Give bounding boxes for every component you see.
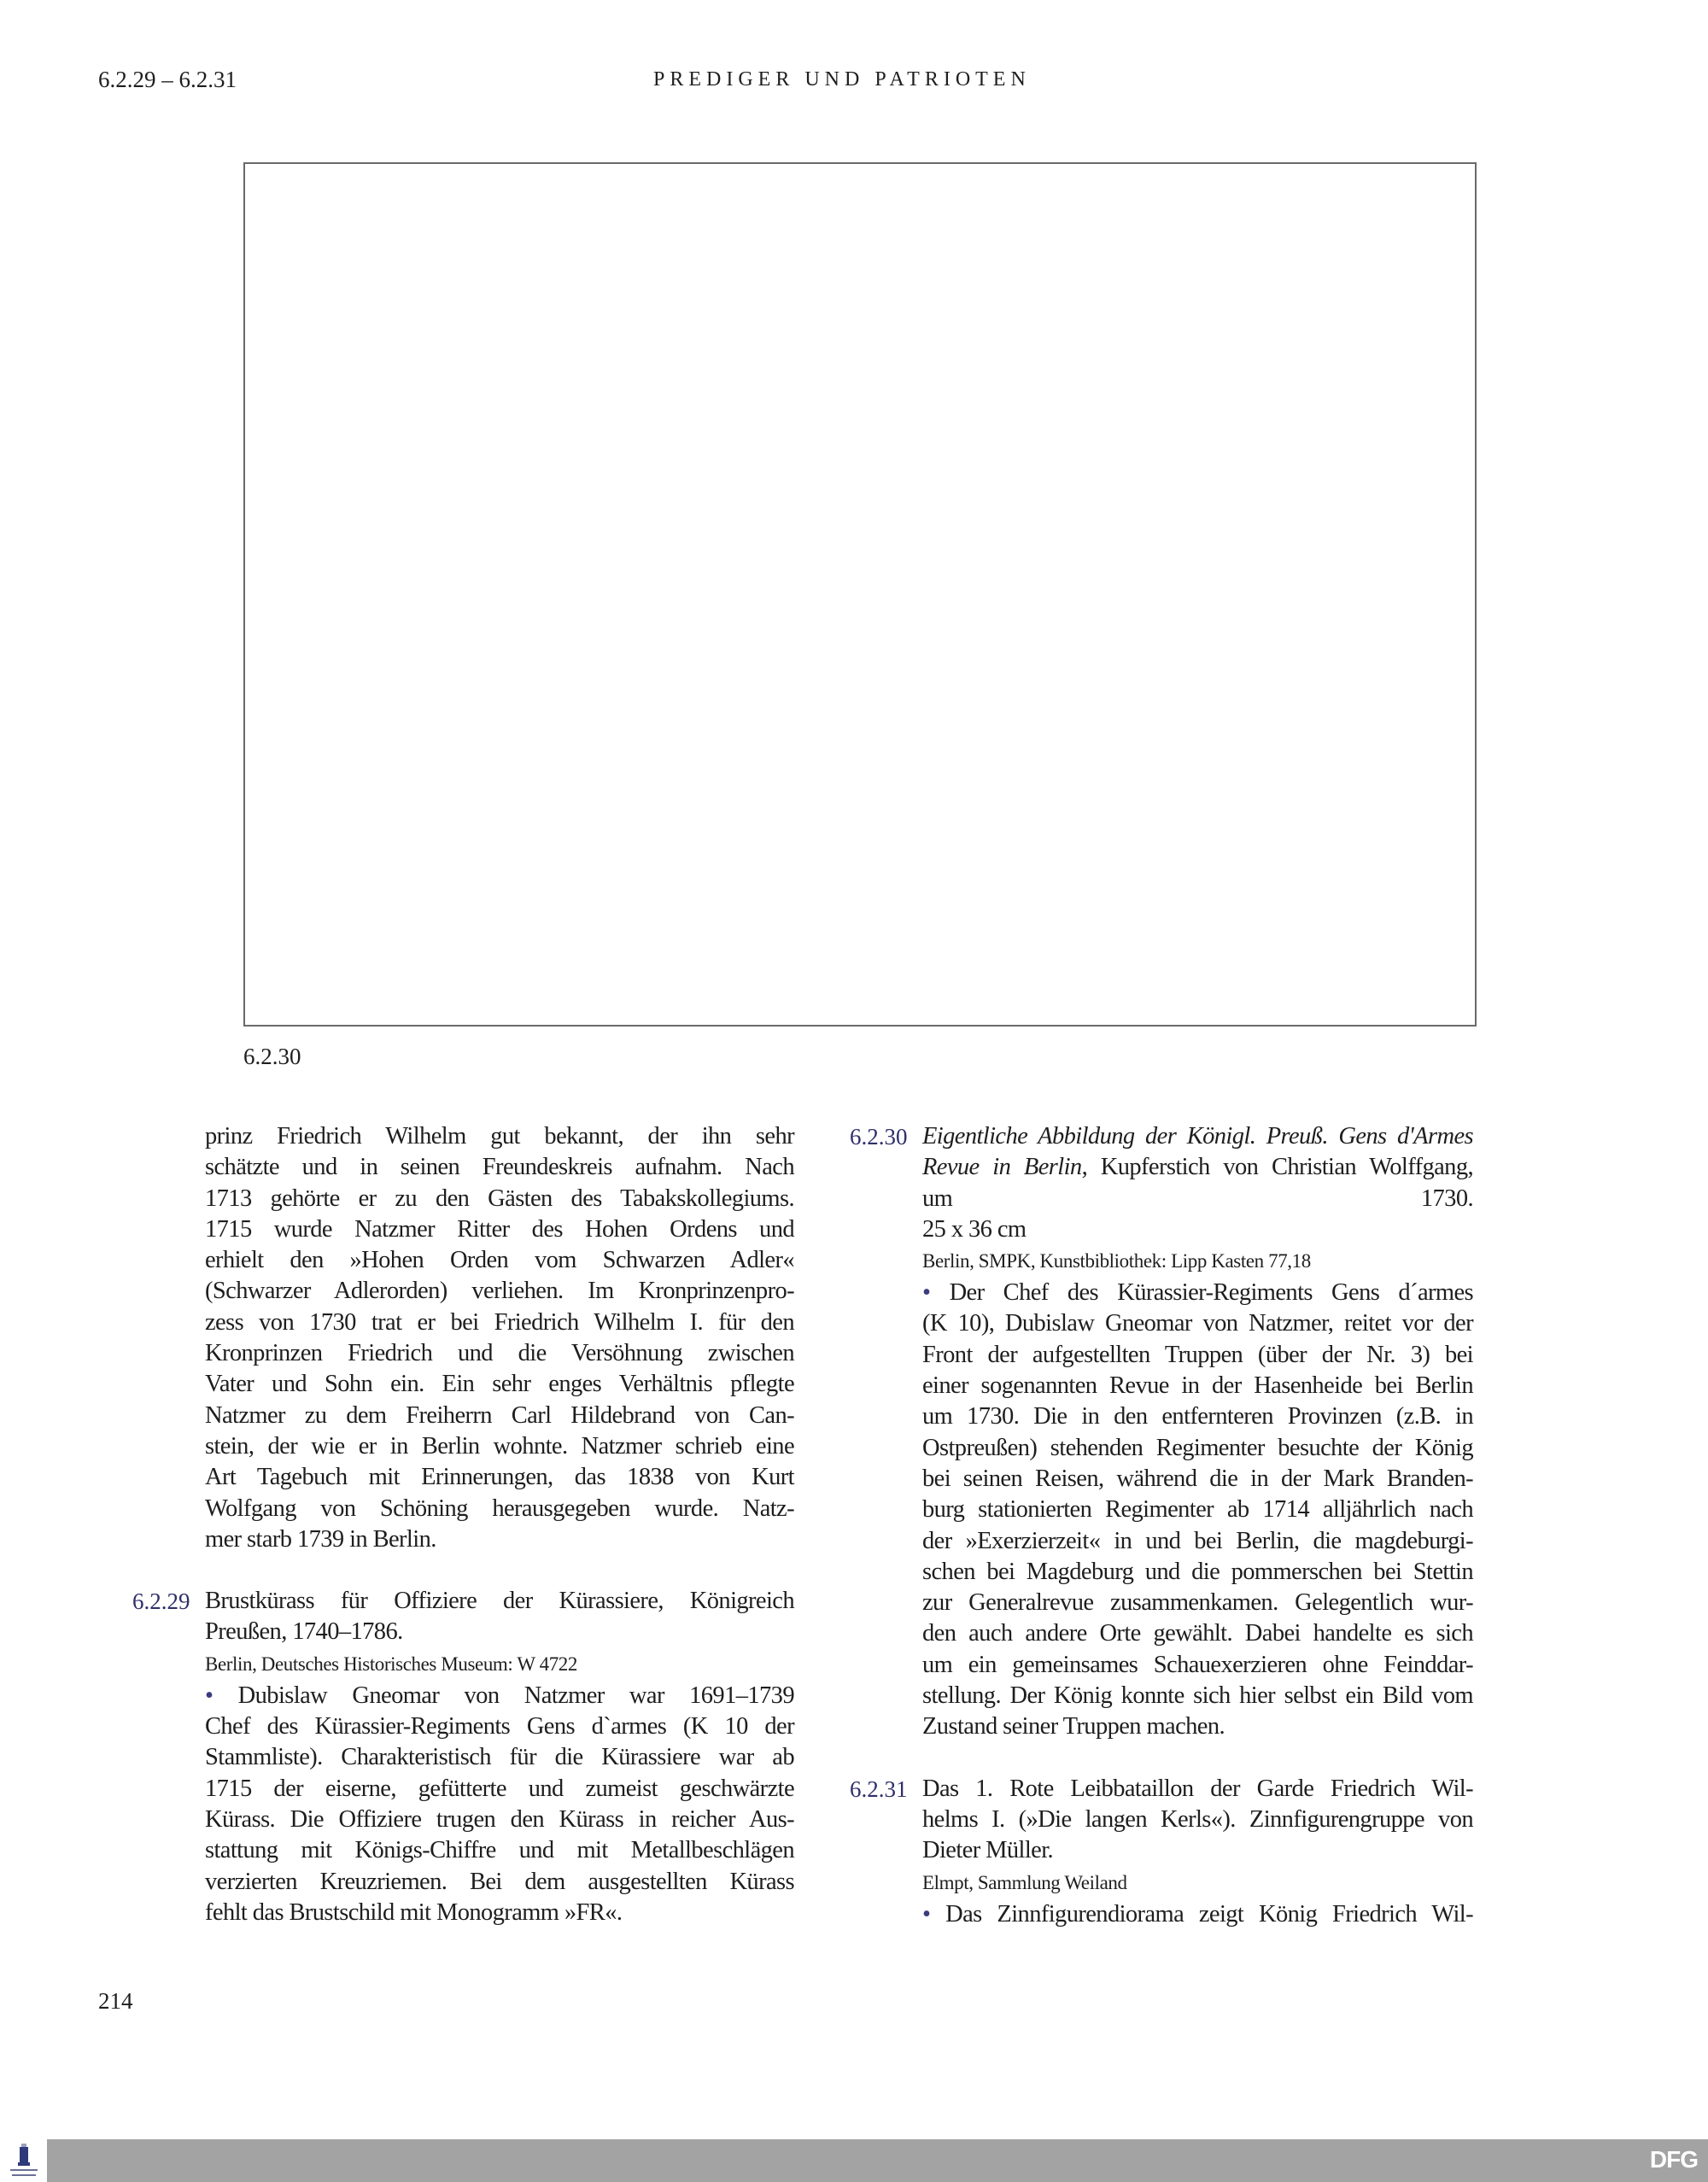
entry-text: (K 10), Dubislaw Gneomar von Natzmer, reitet vor der — [922, 1310, 1473, 1337]
body-text-line: schätzte und in seinen Freundeskreis aufnahm. Nach — [205, 1154, 794, 1181]
entry-text: 1715 der eiserne, gefütterte und zumeist geschwärzte — [205, 1775, 794, 1802]
entry-text: der »Exerzierzeit« in und bei Berlin, die magdeburgi- — [922, 1527, 1473, 1554]
left-column — [132, 1121, 794, 1928]
entry-text: Kürass. Die Offiziere trugen den Kürass in reicher Aus- — [205, 1805, 794, 1833]
entry-text: um 1730. Die in den entfernteren Provinzen (z.B. in — [922, 1403, 1473, 1430]
entry-text: Dubislaw Gneomar von Natzmer war 1691–1739 — [237, 1682, 794, 1709]
entry-text-line — [922, 1464, 1473, 1495]
entry-number: 6.2.29 — [132, 1588, 190, 1615]
entry-title-text: , Kupferstich von Christian Wolffgang, — [1081, 1154, 1474, 1181]
right-column — [850, 1121, 1474, 1930]
body-text-line: stein, der wie er in Berlin wohnte. Natzmer schrieb eine — [205, 1432, 794, 1460]
catalog-entry — [850, 1121, 1474, 1743]
entry-title-text: Brustkürass für Offiziere der Kürassiere, Königreich — [205, 1588, 794, 1615]
entry-number: 6.2.30 — [850, 1124, 908, 1149]
foundation-logo-icon — [7, 2142, 41, 2181]
catalog-entry — [132, 1586, 794, 1928]
entry-text: um ein gemeinsames Schauexerzieren ohne Feinddar- — [922, 1651, 1473, 1678]
entry-text-line — [922, 1557, 1473, 1588]
entry-title-line — [922, 1152, 1473, 1183]
entry-text-line — [205, 1867, 794, 1898]
entry-title-text: um 1730. — [922, 1185, 1473, 1212]
entry-title-line — [205, 1586, 794, 1617]
entry-source: Berlin, SMPK, Kunstbibliothek: Lipp Kasten 77,18 — [922, 1250, 1311, 1272]
entry-title-text: Dieter Müller. — [922, 1837, 1054, 1864]
entry-title-italic: Eigentliche Abbildung der Königl. Preuß. Gens d'Armes — [922, 1123, 1473, 1149]
entry-text-line — [922, 1899, 1473, 1930]
entry-text-line — [205, 1681, 794, 1711]
entry-text: einer sogenannten Revue in der Hasenheide bei Berlin — [922, 1372, 1473, 1400]
entry-text: stellung. Der König konnte sich hier selbst ein Bild vom — [922, 1682, 1473, 1710]
entry-text: zur Generalrevue zusammenkamen. Gelegentlich wur- — [922, 1589, 1473, 1617]
entry-text: Stammliste). Charakteristisch für die Kürassiere war ab — [205, 1744, 794, 1771]
body-text-line: Natzmer zu dem Freiherrn Carl Hildebrand von Can- — [205, 1401, 794, 1429]
entry-text: verzierten Kreuzriemen. Bei dem ausgestellten Kürass — [205, 1868, 794, 1895]
entry-text-line — [205, 1742, 794, 1773]
entry-text: Ostpreußen) stehenden Regimenter besuchte der König — [922, 1434, 1473, 1461]
entry-title-line — [922, 1805, 1473, 1835]
spacer — [922, 1743, 1473, 1774]
body-text-line: erhielt den »Hohen Orden vom Schwarzen Adler« — [205, 1247, 794, 1274]
entry-text: schen bei Magdeburg und die pommerschen bei Stettin — [922, 1558, 1473, 1585]
entry-text: bei seinen Reisen, während die in der Mark Branden- — [922, 1465, 1473, 1492]
entry-title-line — [922, 1184, 1473, 1214]
footer-bar — [47, 2139, 1708, 2182]
running-header-title: PREDIGER UND PATRIOTEN — [653, 68, 1031, 91]
bullet-icon: • — [922, 1900, 931, 1928]
entry-title-text: Preußen, 1740–1786. — [205, 1618, 403, 1646]
entry-text-line — [922, 1340, 1473, 1371]
entry-title-text: helms I. (»Die langen Kerls«). Zinnfigurengruppe von — [922, 1805, 1473, 1833]
body-text-line: zess von 1730 trat er bei Friedrich Wilhelm I. für den — [205, 1308, 794, 1336]
entry-text: Das Zinnfigurendiorama zeigt König Friedrich Wil- — [945, 1900, 1473, 1928]
body-text-line: mer starb 1739 in Berlin. — [205, 1525, 436, 1553]
entry-text-line — [205, 1805, 794, 1835]
figure-placeholder — [243, 162, 1477, 1027]
entry-title-line — [922, 1774, 1473, 1805]
entry-text-line — [205, 1711, 794, 1742]
running-header-range: 6.2.29 – 6.2.31 — [98, 67, 237, 92]
entry-title-text: 25 x 36 cm — [922, 1215, 1027, 1243]
entry-text: den auch andere Orte gewählt. Dabei handelte es sich — [922, 1620, 1473, 1647]
body-text-line: Wolfgang von Schöning herausgegeben wurde. Natz- — [205, 1495, 794, 1522]
entry-text-line — [922, 1681, 1473, 1711]
body-text-line: (Schwarzer Adlerorden) verliehen. Im Kronprinzenpro- — [205, 1278, 794, 1305]
entry-text: fehlt das Brustschild mit Monogramm »FR«. — [205, 1898, 623, 1926]
catalog-entry — [850, 1774, 1473, 1930]
entry-text: stattung mit Königs-Chiffre und mit Metallbeschlägen — [205, 1837, 794, 1864]
entry-text-line — [205, 1835, 794, 1866]
entry-text-line — [922, 1618, 1473, 1649]
entry-title-line — [922, 1121, 1473, 1152]
entry-text: Der Chef des Kürassier-Regiments Gens d´armes — [949, 1279, 1473, 1307]
body-text-line: Art Tagebuch mit Erinnerungen, das 1838 von Kurt — [205, 1464, 794, 1491]
entry-number: 6.2.31 — [850, 1775, 908, 1802]
entry-text: Front der aufgestellten Truppen (über der Nr. 3) bei — [922, 1341, 1473, 1368]
entry-text-line — [922, 1526, 1473, 1557]
entry-text-line — [922, 1711, 1473, 1742]
dfg-logo: DFG — [1649, 2146, 1698, 2173]
entry-text-line — [205, 1898, 794, 1928]
entry-text-line — [205, 1774, 794, 1805]
entry-source: Berlin, Deutsches Historisches Museum: W 4722 — [205, 1653, 577, 1675]
spacer — [205, 1555, 794, 1586]
entry-title-text: Das 1. Rote Leibbataillon der Garde Friedrich Wil- — [922, 1775, 1473, 1802]
entry-text-line — [922, 1308, 1473, 1339]
bullet-icon: • — [205, 1682, 214, 1709]
entry-title-line — [205, 1617, 794, 1647]
figure-caption: 6.2.30 — [243, 1044, 301, 1069]
entry-text-line — [922, 1495, 1473, 1525]
entry-title-italic: Revue in Berlin — [922, 1154, 1082, 1181]
entry-text: Chef des Kürassier-Regiments Gens d`armes (K 10 der — [205, 1713, 794, 1740]
body-text-line: 1715 wurde Natzmer Ritter des Hohen Ordens und — [205, 1215, 794, 1243]
body-text-line: Vater und Sohn ein. Ein sehr enges Verhältnis pflegte — [205, 1371, 794, 1398]
entry-text-line — [922, 1371, 1473, 1401]
page-number: 214 — [98, 1988, 133, 2014]
entry-title-line — [922, 1835, 1473, 1866]
body-text-line: Kronprinzen Friedrich und die Versöhnung zwischen — [205, 1340, 794, 1367]
entry-text-line — [922, 1433, 1473, 1464]
entry-text: Zustand seiner Truppen machen. — [922, 1713, 1225, 1740]
bullet-icon: • — [922, 1279, 931, 1307]
entry-text-line — [922, 1278, 1473, 1308]
entry-title-line — [922, 1214, 1473, 1245]
entry-text-line — [922, 1401, 1473, 1432]
entry-source: Elmpt, Sammlung Weiland — [922, 1871, 1127, 1893]
entry-text-line — [922, 1650, 1473, 1681]
entry-text-line — [922, 1588, 1473, 1618]
entry-text: burg stationierten Regimenter ab 1714 alljährlich nach — [922, 1496, 1473, 1524]
body-text-line: prinz Friedrich Wilhelm gut bekannt, der ihn sehr — [205, 1123, 794, 1149]
body-text-line: 1713 gehörte er zu den Gästen des Tabakskollegiums. — [205, 1185, 794, 1212]
